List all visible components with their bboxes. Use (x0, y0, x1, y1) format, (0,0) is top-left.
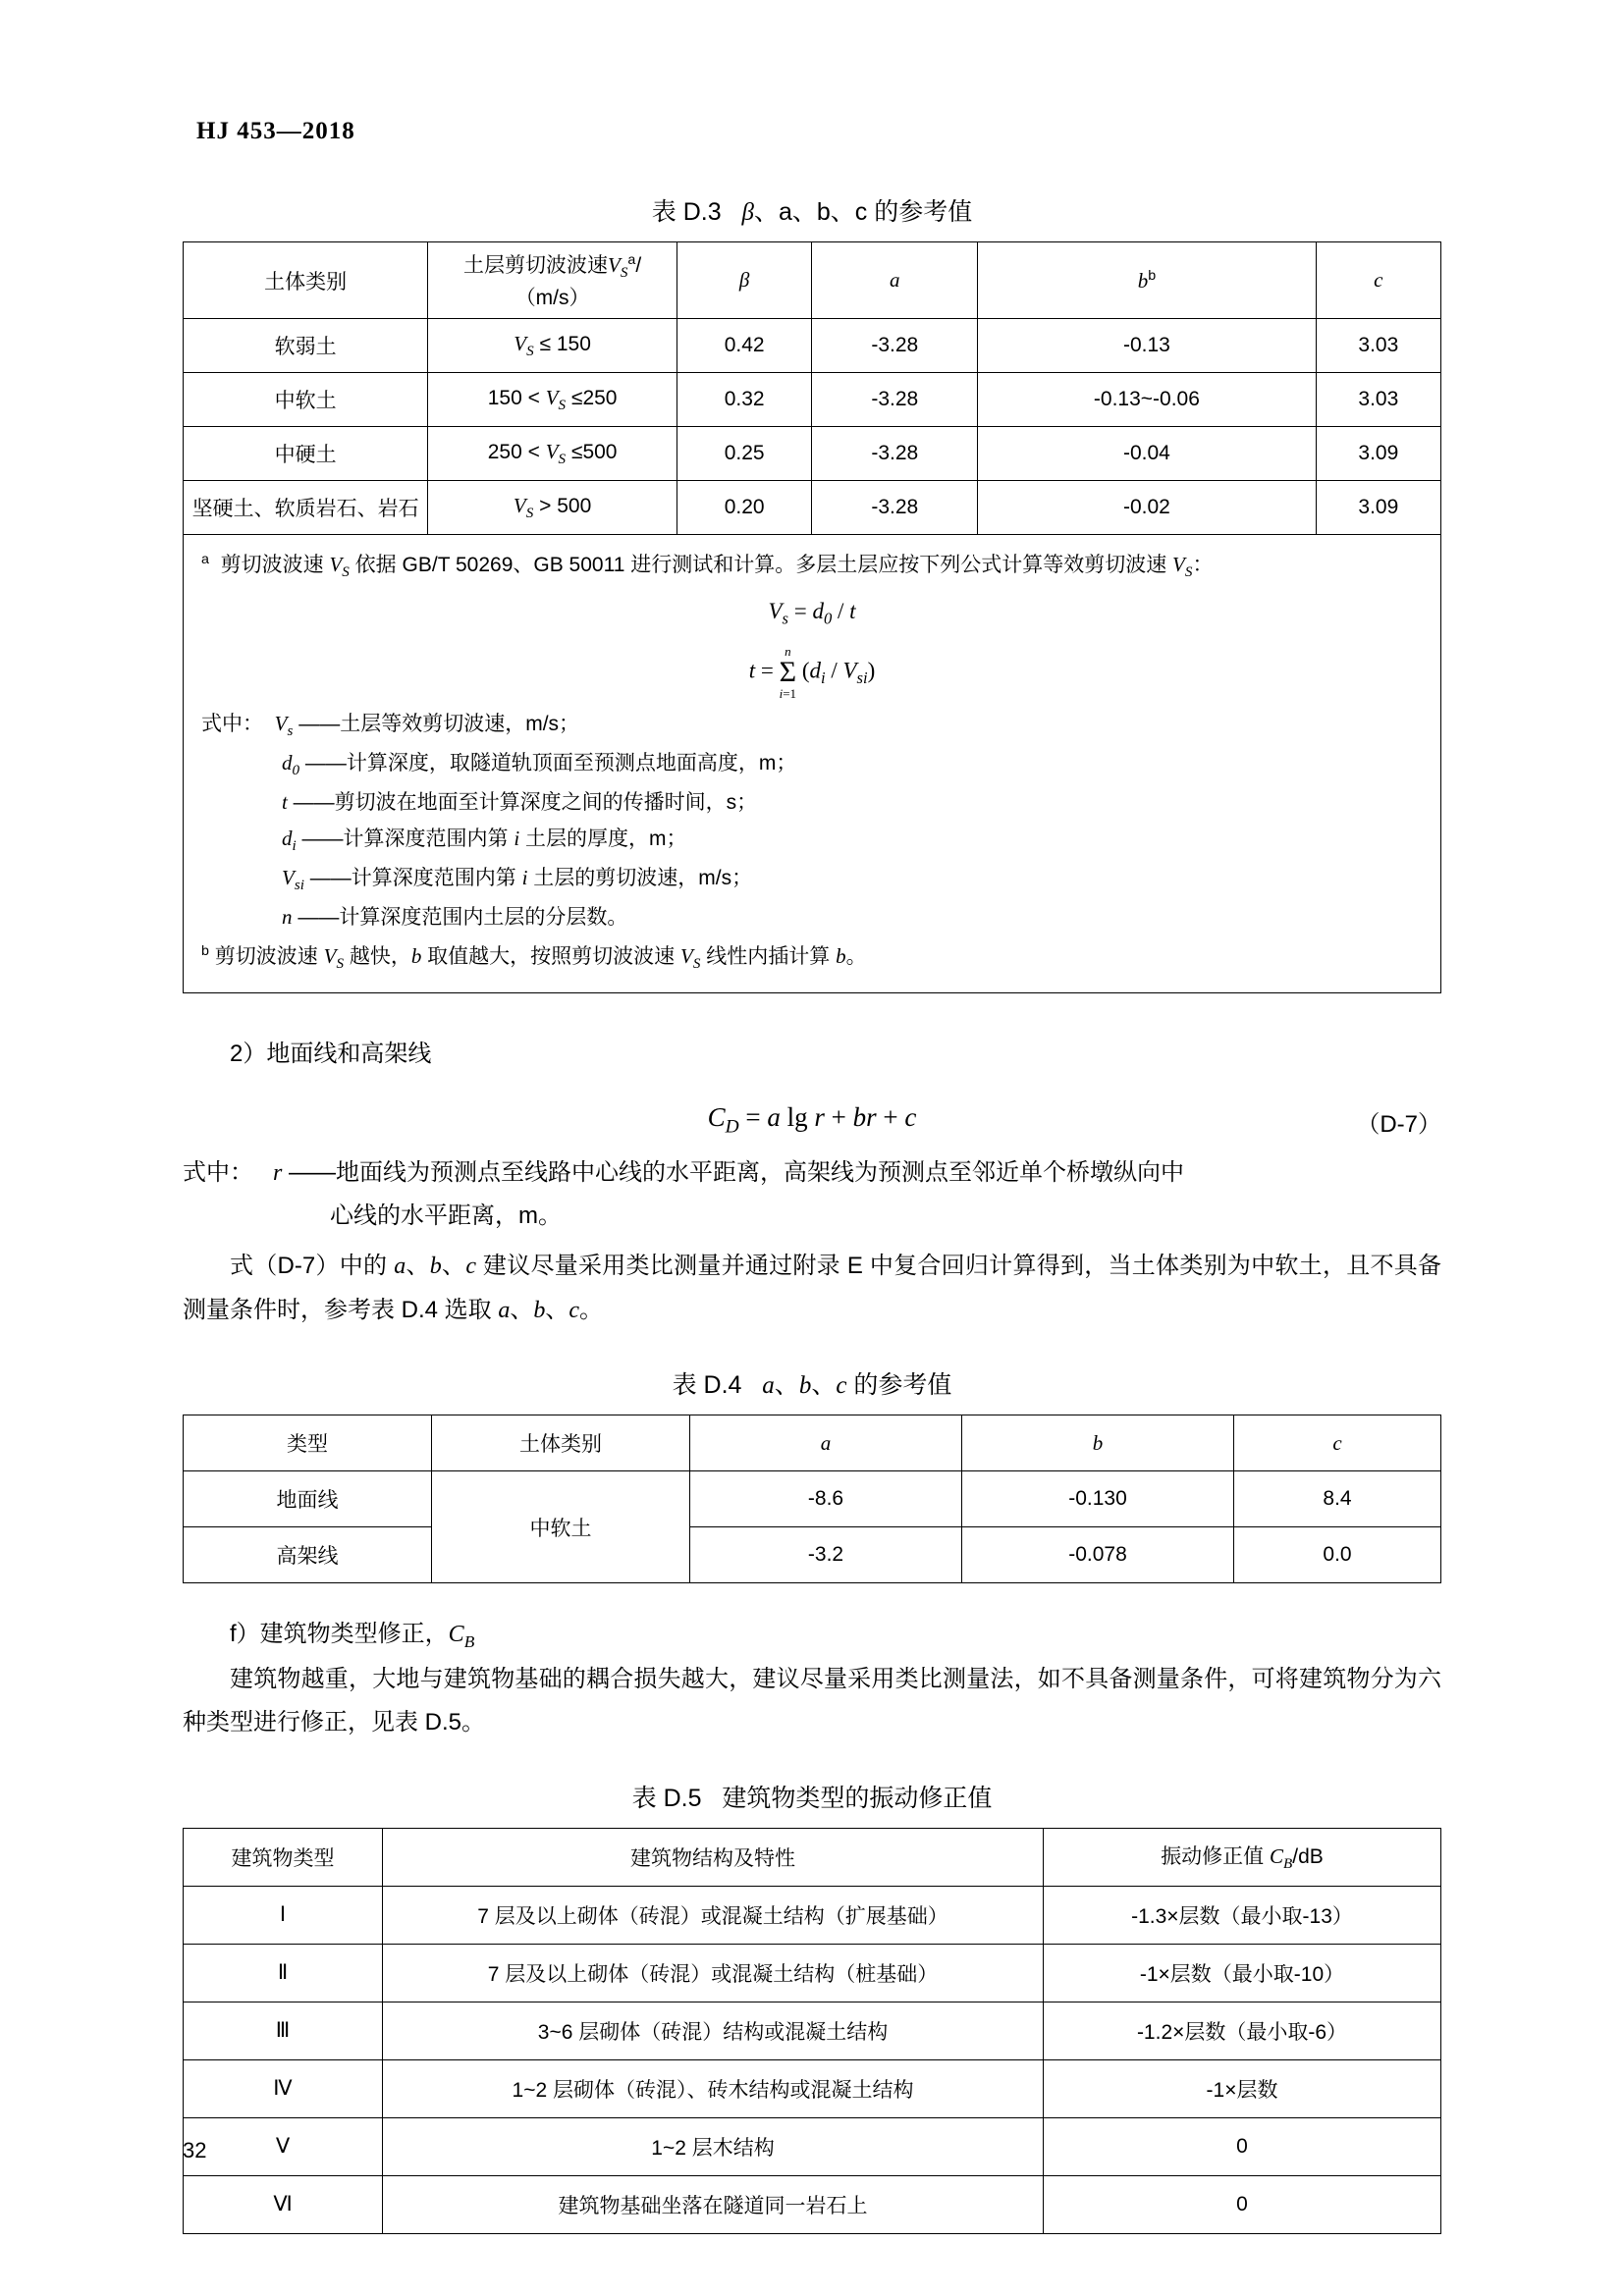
table-row (184, 319, 1441, 373)
cell-correction: 0 (1044, 2175, 1441, 2233)
definition-line: $V_{si}$ ——计算深度范围内第 i 土层的剪切波速，m/s； (282, 866, 753, 894)
table-note-row (184, 535, 1441, 993)
cell-structure: 7 层及以上砌体（砖混）或混凝土结构（扩展基础） (383, 1886, 1044, 1944)
th-beta: β (677, 242, 812, 319)
section-2-paragraph: 式（D-7）中的 a、b、c 建议尽量采用类比测量并通过附录 E 中复合回归计算得到，当土体类别为中软土，且不具备测量条件时，参考表 D.4 选取 a、b、c。 (183, 1253, 1442, 1323)
cell-building-type: Ⅵ (184, 2175, 383, 2233)
cell-c: 3.09 (1316, 427, 1440, 481)
table-d5-caption-text: 建筑物类型的振动修正值 (722, 1784, 993, 1812)
note-b-line: $^b$ 剪切波波速 $V_S$ 越快，b 取值越大，按照剪切波波速 $V_S$ 线性内插计算 b。 (201, 942, 867, 972)
table-d5-caption-prefix: 表 D.5 (631, 1784, 702, 1812)
cell-soil-class: 软弱土 (184, 319, 428, 373)
table-row (184, 2175, 1441, 2233)
cell-b: -0.02 (978, 481, 1317, 535)
cell-c: 8.4 (1234, 1471, 1441, 1527)
table-d3-caption (183, 192, 1441, 228)
note-marker-b: b (201, 942, 209, 959)
cell-b: -0.13 (978, 319, 1317, 373)
th-soil-class: 土体类别 (432, 1415, 690, 1471)
table-d5 (183, 1828, 1441, 2234)
table-row (184, 2059, 1441, 2117)
th-a: a (812, 242, 978, 319)
cell-correction: 0 (1044, 2117, 1441, 2175)
section-2-where (183, 1151, 1441, 1237)
cell-c: 0.0 (1234, 1527, 1441, 1583)
cell-structure: 1~2 层木结构 (383, 2117, 1044, 2175)
th-b: $b^b$ (978, 242, 1317, 319)
cell-a: -3.2 (690, 1527, 962, 1583)
cell-correction: -1.2×层数（最小取-6） (1044, 2002, 1441, 2059)
definition-line: n ——计算深度范围内土层的分层数。 (282, 904, 628, 929)
cell-structure: 3~6 层砌体（砖混）结构或混凝土结构 (383, 2002, 1044, 2059)
cell-a: -3.28 (812, 427, 978, 481)
table-row (184, 2002, 1441, 2059)
where-symbol-r: r (273, 1159, 283, 1186)
table-row (184, 427, 1441, 481)
cell-velocity: $V_S \le 150$ (428, 319, 677, 373)
table-row (184, 1471, 1441, 1527)
cell-b: -0.078 (962, 1527, 1234, 1583)
section-2-heading: 2）地面线和高架线 (230, 1041, 432, 1068)
table-row-header (184, 242, 1441, 319)
beta-symbol: β (741, 199, 754, 226)
summation-symbol: n Σ i=1 (779, 644, 797, 702)
cell-structure: 建筑物基础坐落在隧道同一岩石上 (383, 2175, 1044, 2233)
cell-a: -8.6 (690, 1471, 962, 1527)
table-row (184, 481, 1441, 535)
th-vibration-correction: 振动修正值 $C_B/dB$ (1044, 1828, 1441, 1886)
definition-line: $d_0$ ——计算深度，取隧道轨顶面至预测点地面高度，m； (282, 751, 797, 779)
where-def-line1: ——地面线为预测点至线路中心线的水平距离，高架线为预测点至邻近单个桥墩纵向中 (289, 1158, 1185, 1186)
cell-type: 高架线 (184, 1527, 432, 1583)
cell-velocity: $250 < V_S \le 500$ (428, 427, 677, 481)
cell-correction: -1.3×层数（最小取-13） (1044, 1886, 1441, 1944)
cell-soil-class: 中软土 (184, 373, 428, 427)
definition-line: 式中： $V_s$ ——土层等效剪切波速，m/s； (201, 712, 580, 740)
formula-t: t = n Σ i=1 $(d_i / V_{si})$ (748, 644, 876, 702)
cell-c: 3.03 (1316, 373, 1440, 427)
cell-building-type: Ⅱ (184, 1944, 383, 2002)
table-row-header (184, 1828, 1441, 1886)
cell-structure: 7 层及以上砌体（砖混）或混凝土结构（桩基础） (383, 1944, 1044, 2002)
table-d5-caption (183, 1779, 1441, 1814)
table-d3-notes (184, 535, 1441, 993)
cell-a: -3.28 (812, 373, 978, 427)
cell-type: 地面线 (184, 1471, 432, 1527)
th-building-type: 建筑物类型 (184, 1828, 383, 1886)
definition-line: t ——剪切波在地面至计算深度之间的传播时间，s； (282, 789, 758, 814)
equation-d7 (183, 1102, 1441, 1138)
table-d3-caption-prefix: 表 D.3 (651, 198, 722, 226)
table-row (184, 373, 1441, 427)
th-a: a (690, 1415, 962, 1471)
cell-velocity: $150 < V_S \le 250$ (428, 373, 677, 427)
definition-line: $d_i$ ——计算深度范围内第 i 土层的厚度，m； (282, 827, 687, 855)
cell-b: -0.130 (962, 1471, 1234, 1527)
cell-a: -3.28 (812, 481, 978, 535)
table-d3-caption-text: 、a、b、c 的参考值 (753, 198, 973, 226)
equation-d7-number: （D-7） (1356, 1110, 1441, 1138)
cell-soil-type: 中软土 (432, 1471, 690, 1583)
cell-beta: 0.32 (677, 373, 812, 427)
th-building-structure: 建筑物结构及特性 (383, 1828, 1044, 1886)
cell-b: -0.13~-0.06 (978, 373, 1317, 427)
cell-building-type: Ⅳ (184, 2059, 383, 2117)
cell-building-type: Ⅴ (184, 2117, 383, 2175)
th-b: b (962, 1415, 1234, 1471)
table-row (184, 1527, 1441, 1583)
cell-a: -3.28 (812, 319, 978, 373)
equation-d7-body: $C_D = a$ lg r + br + c (707, 1101, 917, 1137)
note-marker-a: a (201, 552, 209, 568)
cell-b: -0.04 (978, 427, 1317, 481)
section-f-paragraph: 建筑物越重，大地与建筑物基础的耦合损失越大，建议尽量采用类比测量法，如不具备测量条件，可将建筑物分为六种类型进行修正，见表 D.5。 (183, 1665, 1441, 1736)
table-d4 (183, 1415, 1441, 1583)
table-row-header (184, 1415, 1441, 1471)
symbol-definitions (201, 706, 1423, 935)
cell-c: 3.09 (1316, 481, 1440, 535)
cell-soil-class: 中硬土 (184, 427, 428, 481)
th-c: c (1316, 242, 1440, 319)
formula-vs: $V_s = d_0 / t$ (768, 598, 856, 628)
th-soil-class: 土体类别 (184, 242, 428, 319)
cell-soil-class: 坚硬土、软质岩石、岩石 (184, 481, 428, 535)
table-row (184, 2117, 1441, 2175)
table-d3 (183, 241, 1441, 993)
cell-velocity: $V_S > 500$ (428, 481, 677, 535)
cell-beta: 0.42 (677, 319, 812, 373)
where-def-line2: 心线的水平距离，m。 (330, 1202, 562, 1230)
cell-correction: -1×层数（最小取-10） (1044, 1944, 1441, 2002)
cell-beta: 0.25 (677, 427, 812, 481)
table-row (184, 1944, 1441, 2002)
table-d4-caption-prefix: 表 D.4 (672, 1371, 742, 1400)
cell-structure: 1~2 层砌体（砖混）、砖木结构或混凝土结构 (383, 2059, 1044, 2117)
cell-building-type: Ⅲ (184, 2002, 383, 2059)
where-label: 式中： (183, 1158, 253, 1186)
section-f-heading: f）建筑物类型修正，$C_B$ (230, 1621, 475, 1651)
table-row (184, 1886, 1441, 1944)
page-number: 32 (183, 2138, 207, 2163)
th-c: c (1234, 1415, 1441, 1471)
page-header: HJ 453—2018 (196, 118, 355, 144)
cell-c: 3.03 (1316, 319, 1440, 373)
th-type: 类型 (184, 1415, 432, 1471)
page-content (183, 177, 1441, 2234)
table-d4-caption: 表 D.4 a、b、c 的参考值 (672, 1371, 952, 1400)
note-a-line: $^a$ 剪切波波速 $V_S$ 依据 GB/T 50269、GB 50011 进行测试和计算。多层土层应按下列公式计算等效剪切波速 $V_S$： (201, 552, 1214, 581)
cell-building-type: Ⅰ (184, 1886, 383, 1944)
cell-beta: 0.20 (677, 481, 812, 535)
cell-correction: -1×层数 (1044, 2059, 1441, 2117)
th-shear-wave-velocity: 土层剪切波波速$V_S^a/$ （m/s） (428, 242, 677, 319)
